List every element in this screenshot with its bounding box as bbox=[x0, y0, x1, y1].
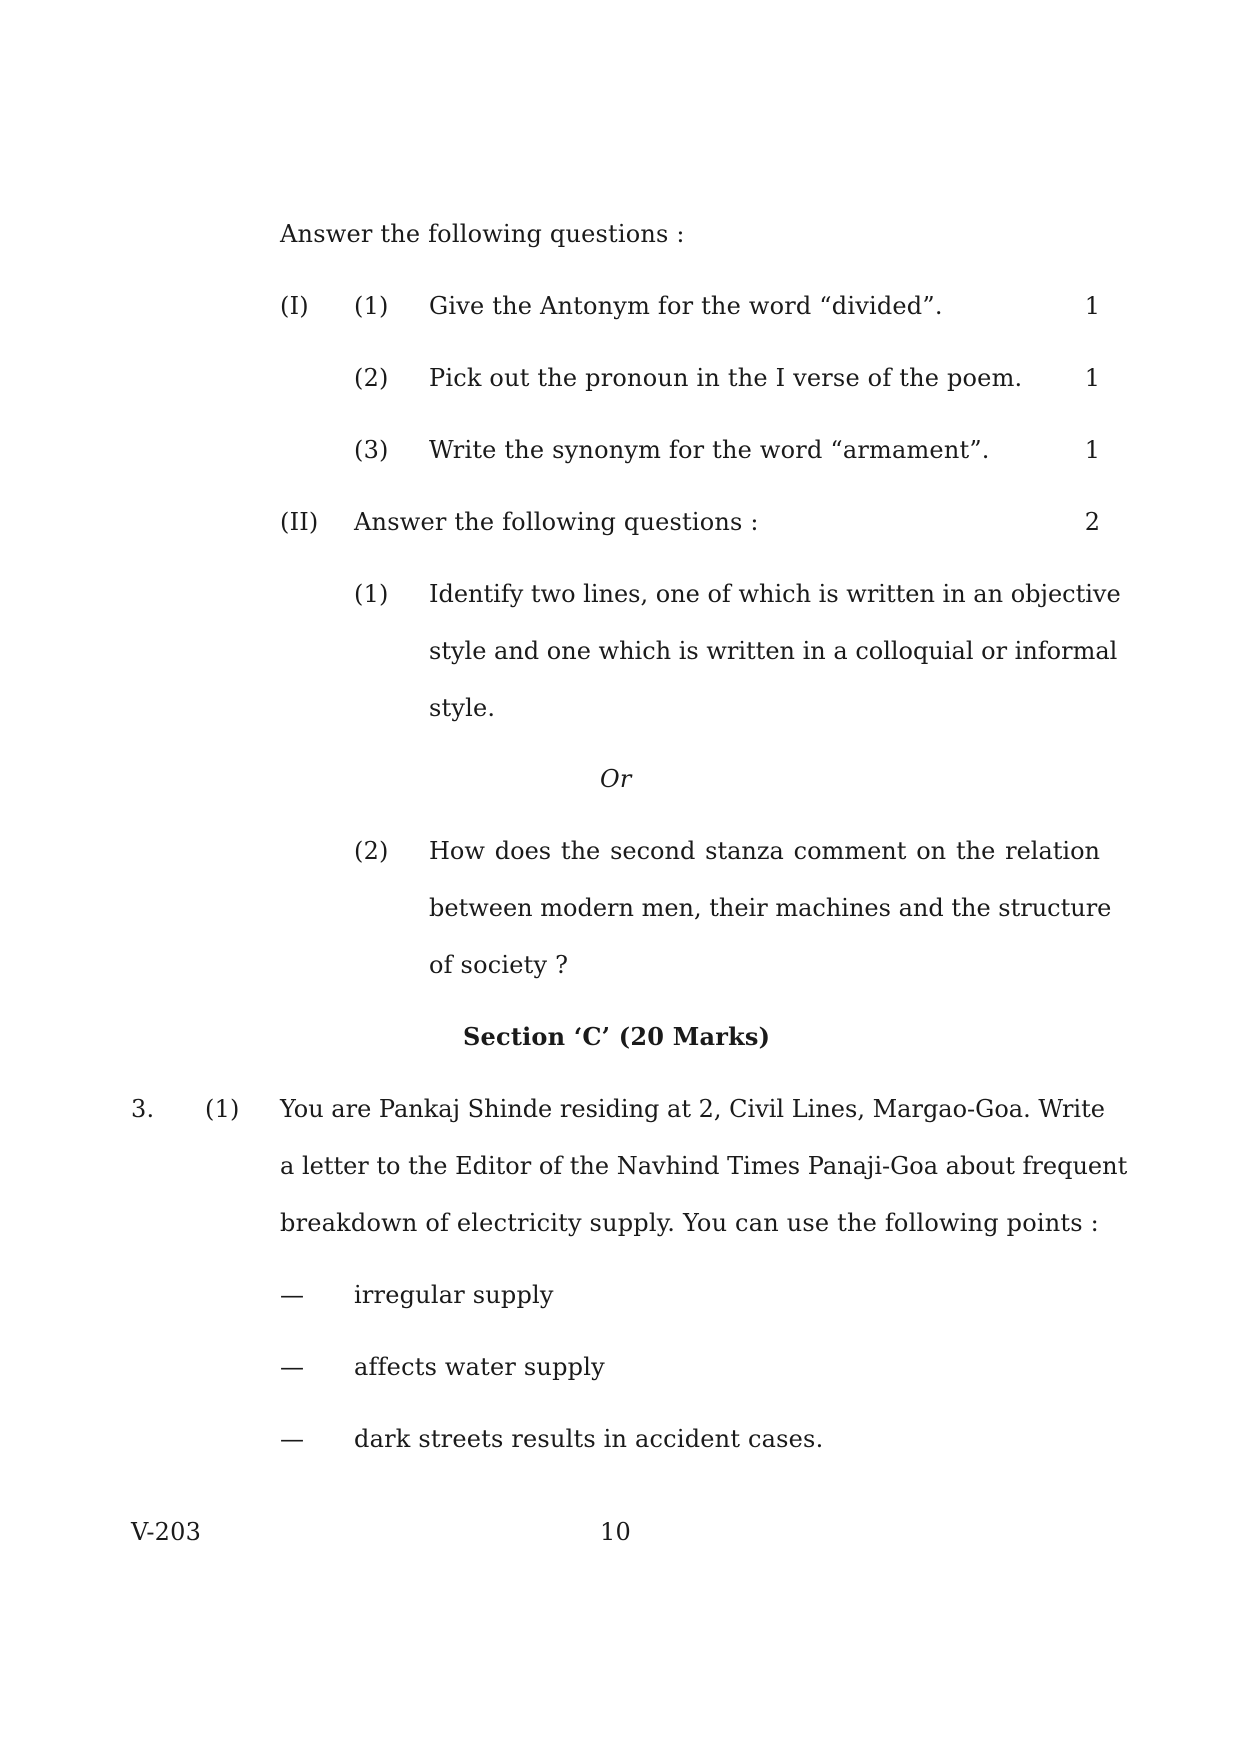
question-text: Give the Antonym for the word “divided”. bbox=[429, 292, 943, 320]
list-item: affects water supply bbox=[354, 1353, 605, 1381]
question-text-line: style and one which is written in a colloquial or informal bbox=[429, 637, 1118, 665]
bullet-dash: — bbox=[280, 1425, 305, 1453]
question-text-line: of society ? bbox=[429, 951, 569, 979]
question-text-line: Identify two lines, one of which is written in an objective bbox=[429, 580, 1121, 608]
question-text-line: style. bbox=[429, 694, 496, 722]
bullet-dash: — bbox=[280, 1281, 305, 1309]
question-number: (1) bbox=[354, 580, 389, 608]
instruction-text: Answer the following questions : bbox=[280, 220, 685, 248]
page-number: 10 bbox=[600, 1518, 631, 1546]
question-text-line: You are Pankaj Shinde residing at 2, Civil Lines, Margao-Goa. Write bbox=[280, 1095, 1105, 1123]
or-separator: Or bbox=[600, 765, 632, 793]
section-c-heading: Section ‘C’ (20 Marks) bbox=[463, 1022, 771, 1051]
question-number: (1) bbox=[354, 292, 389, 320]
list-item: dark streets results in accident cases. bbox=[354, 1425, 824, 1453]
question-text-line: a letter to the Editor of the Navhind Times Panaji-Goa about frequent bbox=[280, 1152, 1128, 1180]
paper-code: V-203 bbox=[131, 1518, 202, 1546]
question-text: Write the synonym for the word “armament”. bbox=[429, 436, 990, 464]
section-marks: 2 bbox=[1084, 508, 1100, 536]
list-item: irregular supply bbox=[354, 1281, 554, 1309]
question-marks: 1 bbox=[1084, 292, 1100, 320]
section-heading: Answer the following questions : bbox=[354, 508, 759, 536]
bullet-dash: — bbox=[280, 1353, 305, 1381]
roman-numeral-II: (II) bbox=[280, 508, 319, 536]
question-text: Pick out the pronoun in the I verse of the poem. bbox=[429, 364, 1023, 392]
question-number: (3) bbox=[354, 436, 389, 464]
sub-question-number: (1) bbox=[205, 1095, 240, 1123]
question-number: (2) bbox=[354, 364, 389, 392]
question-text-line: breakdown of electricity supply. You can use the following points : bbox=[280, 1209, 1099, 1237]
question-text-line: between modern men, their machines and the structure bbox=[429, 894, 1112, 922]
question-marks: 1 bbox=[1084, 436, 1100, 464]
question-number: 3. bbox=[131, 1095, 155, 1123]
question-marks: 1 bbox=[1084, 364, 1100, 392]
question-number: (2) bbox=[354, 837, 389, 865]
question-text-line: How does the second stanza comment on the relation bbox=[429, 837, 1100, 865]
roman-numeral-I: (I) bbox=[280, 292, 309, 320]
